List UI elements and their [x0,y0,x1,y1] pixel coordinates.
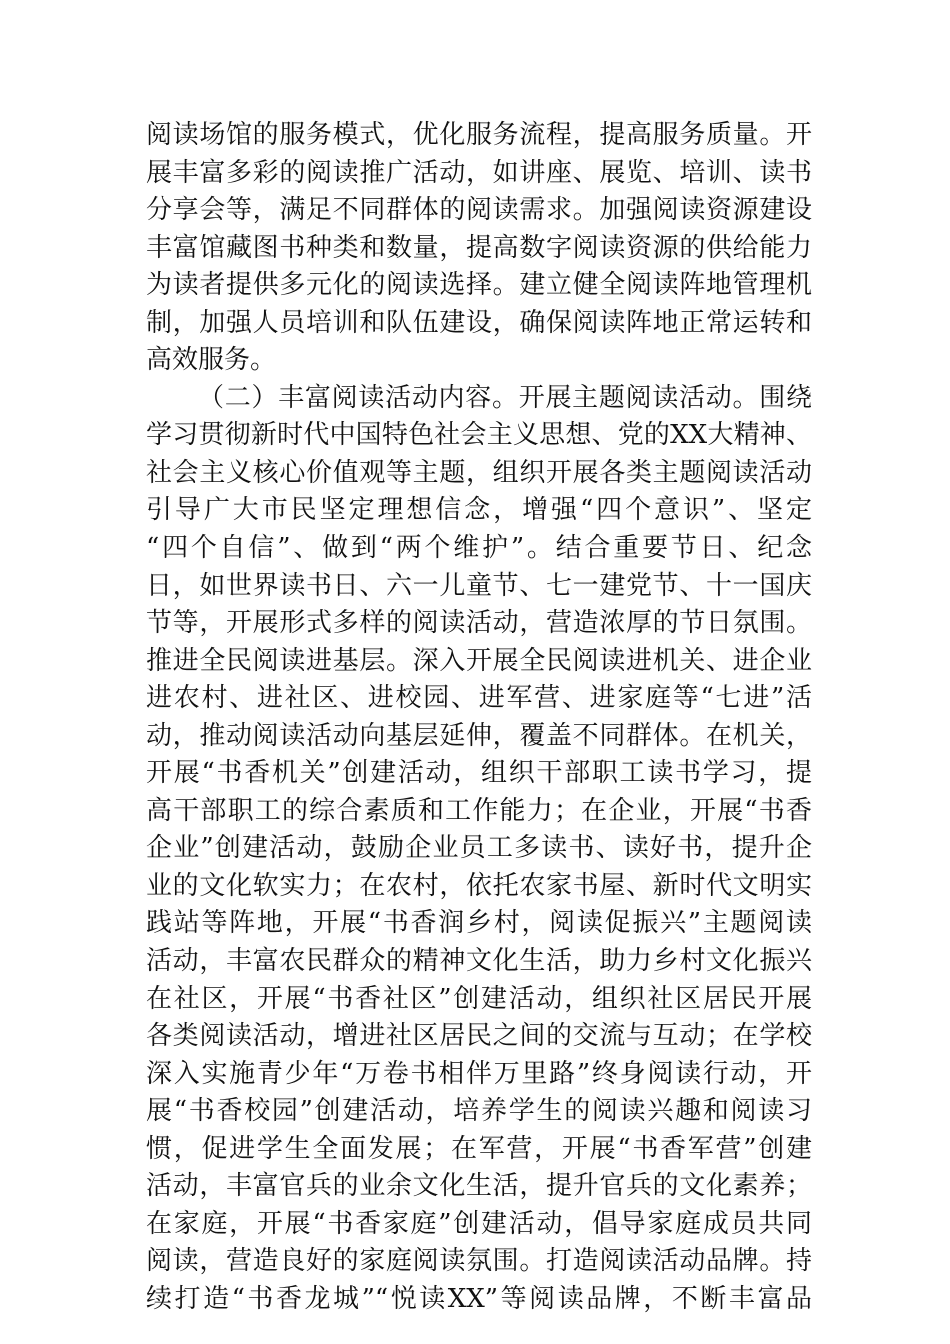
text-line: 续打造“书香龙城”“悦读XX”等阅读品牌，不断丰富品 [146,1283,812,1314]
text-line: 学习贯彻新时代中国特色社会主义思想、党的XX大精神、 [146,420,812,451]
text-line: 企业”创建活动，鼓励企业员工多读书、读好书，提升企 [146,833,812,864]
text-line: 活动，丰富农民群众的精神文化生活，助力乡村文化振兴 [146,946,812,977]
text-line: “四个自信”、做到“两个维护”。结合重要节日、纪念 [146,533,812,564]
text-line: 高干部职工的综合素质和工作能力；在企业，开展“书香 [146,795,812,826]
text-line: 惯，促进学生全面发展；在军营，开展“书香军营”创建 [146,1133,812,1164]
text-line: 分享会等，满足不同群体的阅读需求。加强阅读资源建设 [146,195,812,226]
text-line: 进农村、进社区、进校园、进军营、进家庭等“七进”活 [146,683,812,714]
text-line: 高效服务。 [146,345,277,376]
text-line: 在社区，开展“书香社区”创建活动，组织社区居民开展 [146,983,812,1014]
text-line: 践站等阵地，开展“书香润乡村，阅读促振兴”主题阅读 [146,908,812,939]
text-line: 开展“书香机关”创建活动，组织干部职工读书学习，提 [146,758,812,789]
body-text [146,117,812,1319]
text-line: 在家庭，开展“书香家庭”创建活动，倡导家庭成员共同 [146,1208,812,1239]
text-line: 动，推动阅读活动向基层延伸，覆盖不同群体。在机关， [146,720,812,751]
text-line: 为读者提供多元化的阅读选择。建立健全阅读阵地管理机 [146,270,812,301]
text-line: 阅读，营造良好的家庭阅读氛围。打造阅读活动品牌。持 [146,1246,812,1277]
section-heading-line: （二）丰富阅读活动内容。开展主题阅读活动。围绕 [198,382,812,413]
text-line: 丰富馆藏图书种类和数量，提高数字阅读资源的供给能力 [146,232,812,263]
text-line: 日，如世界读书日、六一儿童节、七一建党节、十一国庆 [146,570,812,601]
text-line: 深入实施青少年“万卷书相伴万里路”终身阅读行动，开 [146,1058,812,1089]
text-line: 业的文化软实力；在农村，依托农家书屋、新时代文明实 [146,870,812,901]
text-line: 展丰富多彩的阅读推广活动，如讲座、展览、培训、读书 [146,157,812,188]
text-line: 活动，丰富官兵的业余文化生活，提升官兵的文化素养； [146,1171,812,1202]
text-line: 各类阅读活动，增进社区居民之间的交流与互动；在学校 [146,1021,812,1052]
text-line: 阅读场馆的服务模式，优化服务流程，提高服务质量。开 [146,120,812,150]
text-line: 社会主义核心价值观等主题，组织开展各类主题阅读活动 [146,457,812,488]
text-line: 节等，开展形式多样的阅读活动，营造浓厚的节日氛围。 [146,608,812,639]
text-line: 制，加强人员培训和队伍建设，确保阅读阵地正常运转和 [146,307,812,338]
text-line: 引导广大市民坚定理想信念，增强“四个意识”、坚定 [146,495,812,526]
text-line: 推进全民阅读进基层。深入开展全民阅读进机关、进企业 [146,645,812,676]
text-line: 展“书香校园”创建活动，培养学生的阅读兴趣和阅读习 [146,1096,812,1127]
